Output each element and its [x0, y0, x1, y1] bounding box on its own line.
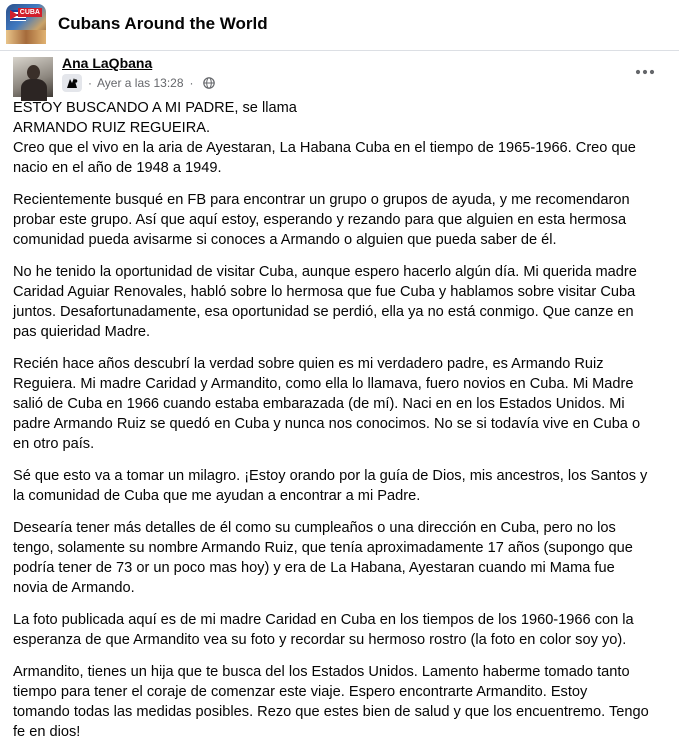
post-line: ARMANDO RUIZ REGUEIRA. [13, 120, 211, 136]
post-paragraph [13, 262, 669, 342]
globe-icon [203, 77, 215, 89]
post-line: Armandito, tienes un hija que te busca del los Estados Unidos. Lamento haberme tomado tanto [13, 664, 630, 680]
street-scene [6, 30, 46, 44]
post-line: salió de Cuba en 1966 cuando estaba embarazada (de mí). Naci en en los Estados Unidos. Mi [13, 396, 625, 412]
group-title[interactable]: Cubans Around the World [58, 14, 268, 33]
post-line: nacio en el año de 1948 a 1949. [13, 160, 222, 176]
post-body [13, 98, 669, 754]
post-line: novia de Armando. [13, 580, 135, 596]
post-line: tengo, solamente su nombre Armando Ruiz, que tenía aproximadamente 17 años (supongo que [13, 540, 633, 556]
group-header [0, 0, 679, 48]
post-line: ESTOY BUSCANDO A MI PADRE, se llama [13, 100, 297, 116]
post-paragraph [13, 466, 669, 506]
post-line: comunidad pueda avisarme si conoces a Armando o alguien que pueda saber de él. [13, 232, 557, 248]
post-line: Caridad Aguiar Renovales, habló sobre lo hermosa que fue Cuba y hablamos sobre visitar Cuba [13, 284, 636, 300]
post-line: pas quieridad Madre. [13, 324, 151, 340]
post-line: Reguiera. Mi madre Caridad y Armandito, como ella lo llamava, fuero novios en Cuba. Mi Madre [13, 376, 634, 392]
admin-badge-icon[interactable] [62, 74, 82, 92]
post-line: podría tener de 73 or un poco mas hoy) y era de La Habana, Ayestaran cuando mi Mama fue [13, 560, 615, 576]
more-options-button[interactable] [628, 58, 662, 86]
post-line: Sé que esto va a tomar un milagro. ¡Estoy orando por la guía de Dios, mis ancestros, los Santos y [13, 468, 648, 484]
post-line: padre Armando Ruiz se quedó en Cuba y nunca nos conocimos. No se si todavía vive en Cuba o [13, 416, 641, 432]
post-timestamp[interactable]: Ayer a las 13:28 [97, 76, 184, 90]
post-line: juntos. Desafortunadamente, esa oportunidad se perdió, ella ya no está conmigo. Que canze en [13, 304, 634, 320]
thumb-badge: CUBA [19, 9, 40, 16]
meta-separator-2: · [189, 76, 194, 90]
post-line: probar este grupo. Así que aquí estoy, esperando y rezando para que alguien en esta hermosa [13, 212, 627, 228]
meta-separator: · [88, 76, 92, 90]
post-line: Recién hace años descubrí la verdad sobre quien es mi verdadero padre, es Armando Ruiz [13, 356, 604, 372]
post-line: fe en dios! [13, 724, 81, 740]
post-line: No he tenido la oportunidad de visitar Cuba, aunque espero hacerlo algún día. Mi querida madre [13, 264, 637, 280]
ellipsis-icon [635, 69, 655, 75]
post-paragraph [13, 518, 669, 598]
post-line: Desearía tener más detalles de él como su cumpleaños o una dirección en Cuba, pero no los [13, 520, 616, 536]
post-line: tomando todas las medidas posibles. Rezo que estes bien de salud y que los encuentremo. Tengo [13, 704, 649, 720]
post-line: tiempo para tener el coraje de comenzar este viaje. Espero encontrarte Armandito. Estoy [13, 684, 588, 700]
post-paragraph [13, 354, 669, 454]
post-line: en otro país. [13, 436, 95, 452]
post-paragraph [13, 662, 669, 742]
post-line: la comunidad de Cuba que me ayudan a encontrar a mi Padre. [13, 488, 421, 504]
post-paragraph [13, 610, 669, 650]
header-divider [0, 50, 679, 51]
post-meta [62, 74, 215, 92]
post-line: Recientemente busqué en FB para encontrar un grupo o grupos de ayuda, y me recomendaron [13, 192, 630, 208]
post-line: esperanza de que Armandito vea su foto y recordar su hermoso rostro (la foto en color soy yo). [13, 632, 627, 648]
author-name[interactable]: Ana LaQbana [62, 55, 153, 71]
post-line: Creo que el vivo en la aria de Ayestaran, La Habana Cuba en el tiempo de 1965-1966. Creo que [13, 140, 636, 156]
avatar[interactable] [13, 57, 53, 97]
post-paragraph [13, 98, 669, 178]
post-paragraph [13, 190, 669, 250]
post-line: La foto publicada aquí es de mi madre Caridad en Cuba en los tiempos de los 1960-1966 con la [13, 612, 634, 628]
group-thumbnail[interactable] [6, 4, 46, 44]
